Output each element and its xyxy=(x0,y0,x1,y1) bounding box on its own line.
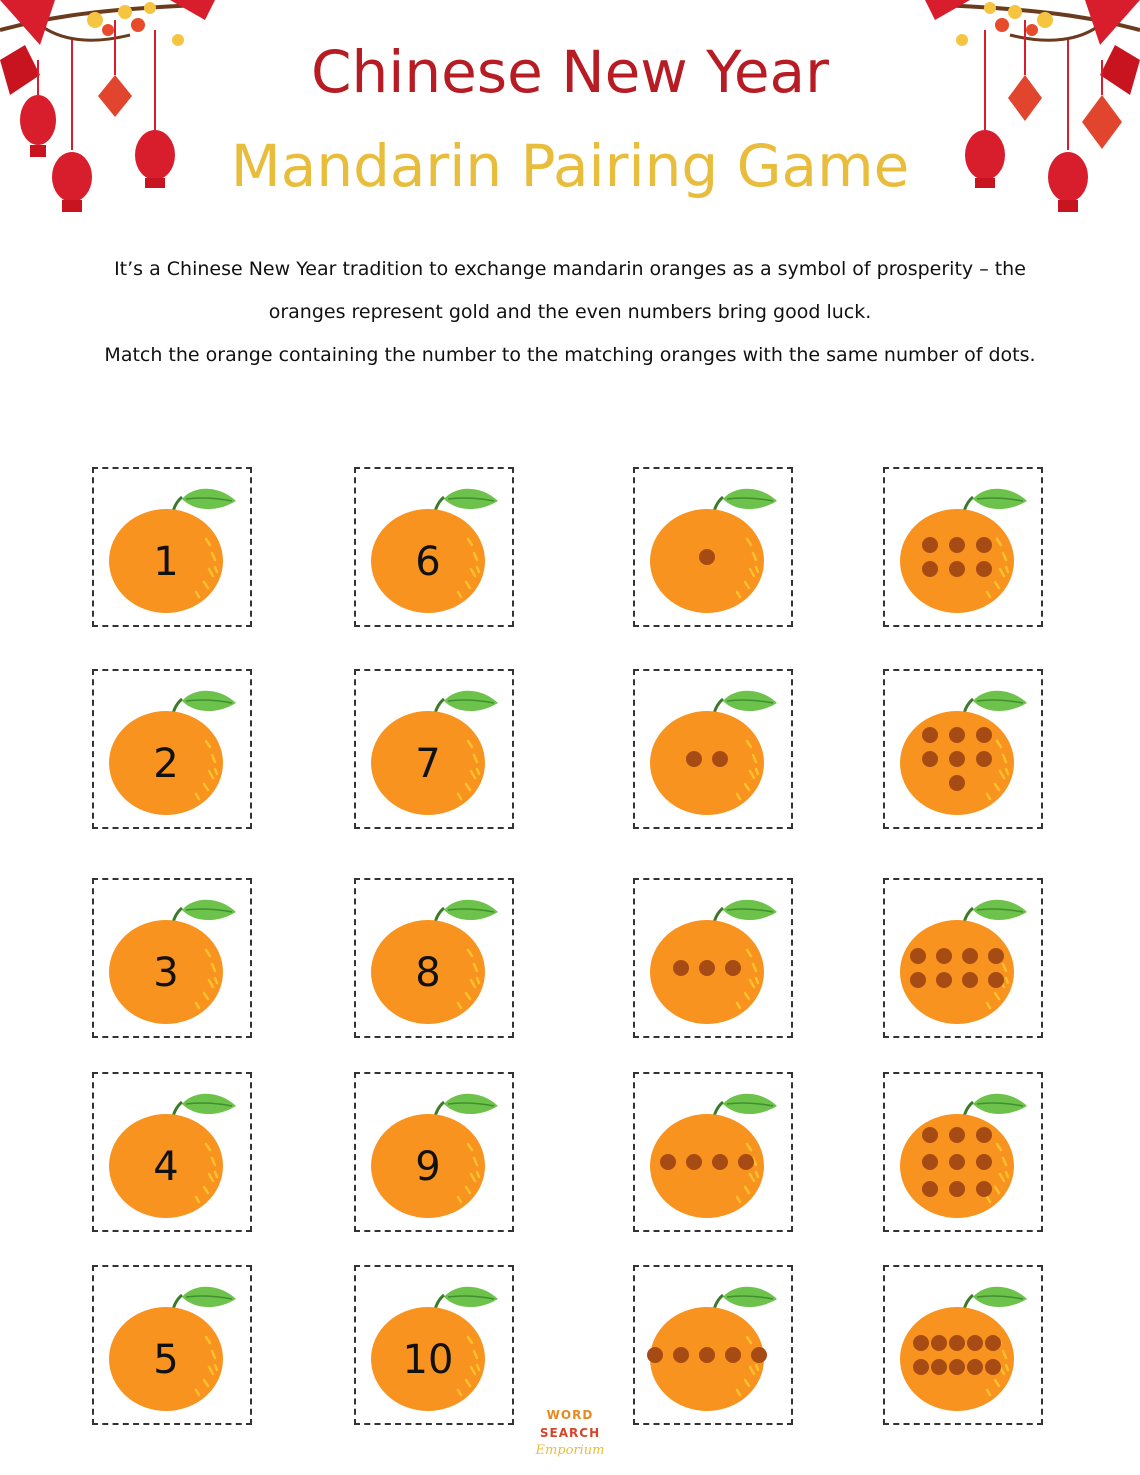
orange-dot xyxy=(922,1181,938,1197)
instructions-line-3: Match the orange containing the number to the matching oranges with the same number of dots. xyxy=(104,344,1036,366)
orange-icon xyxy=(356,880,512,1036)
orange-dot xyxy=(699,549,715,565)
orange-dot xyxy=(949,751,965,767)
orange-dot xyxy=(660,1154,676,1170)
orange-dot xyxy=(699,960,715,976)
orange-dot xyxy=(712,1154,728,1170)
orange-dot xyxy=(673,1347,689,1363)
orange-number: 3 xyxy=(153,950,179,996)
instructions-line-2: oranges represent gold and the even numbers bring good luck. xyxy=(268,301,872,323)
number-orange-card[interactable] xyxy=(92,467,252,627)
orange-dot xyxy=(976,561,992,577)
orange-icon xyxy=(94,469,250,625)
orange-dot xyxy=(976,751,992,767)
orange-dot xyxy=(922,537,938,553)
number-orange-card[interactable] xyxy=(354,1072,514,1232)
orange-number: 6 xyxy=(415,539,441,585)
orange-dot xyxy=(962,972,978,988)
orange-icon xyxy=(635,671,791,827)
orange-icon xyxy=(94,880,250,1036)
page-title: Chinese New Year xyxy=(311,38,829,106)
orange-dot xyxy=(949,1359,965,1375)
orange-icon xyxy=(94,671,250,827)
orange-dot xyxy=(949,727,965,743)
orange-dot xyxy=(976,1181,992,1197)
dot-orange-card[interactable] xyxy=(633,1265,793,1425)
number-orange-card[interactable] xyxy=(354,1265,514,1425)
number-orange-card[interactable] xyxy=(92,669,252,829)
orange-number: 2 xyxy=(153,741,179,787)
orange-dot xyxy=(647,1347,663,1363)
orange-dot xyxy=(725,960,741,976)
number-orange-card[interactable] xyxy=(354,467,514,627)
dot-orange-card[interactable] xyxy=(633,467,793,627)
orange-dot xyxy=(967,1359,983,1375)
logo-word: WORD xyxy=(546,1408,594,1422)
logo-emporium: Emporium xyxy=(535,1443,605,1458)
number-orange-card[interactable] xyxy=(354,669,514,829)
number-orange-card[interactable] xyxy=(92,1072,252,1232)
orange-dot xyxy=(738,1154,754,1170)
orange-dot xyxy=(922,561,938,577)
orange-dot xyxy=(913,1335,929,1351)
orange-icon xyxy=(635,880,791,1036)
orange-dot xyxy=(985,1335,1001,1351)
orange-number: 10 xyxy=(402,1337,454,1383)
dot-orange-card[interactable] xyxy=(633,878,793,1038)
orange-number: 4 xyxy=(153,1144,179,1190)
word-search-emporium-logo xyxy=(520,1406,620,1460)
number-orange-card[interactable] xyxy=(92,1265,252,1425)
orange-icon xyxy=(356,671,512,827)
orange-icon xyxy=(635,1267,791,1423)
orange-dot xyxy=(686,1154,702,1170)
orange-icon xyxy=(94,1267,250,1423)
orange-icon xyxy=(885,880,1041,1036)
dot-orange-card[interactable] xyxy=(883,878,1043,1038)
orange-dot xyxy=(949,775,965,791)
orange-dot xyxy=(936,948,952,964)
orange-icon xyxy=(885,671,1041,827)
orange-dot xyxy=(931,1335,947,1351)
orange-dot xyxy=(976,727,992,743)
logo-search: SEARCH xyxy=(539,1426,601,1440)
dot-orange-card[interactable] xyxy=(883,1265,1043,1425)
orange-dot xyxy=(949,1127,965,1143)
orange-icon xyxy=(635,1074,791,1230)
orange-dot xyxy=(922,1154,938,1170)
orange-dot xyxy=(949,561,965,577)
orange-dot xyxy=(751,1347,767,1363)
dot-orange-card[interactable] xyxy=(633,1072,793,1232)
orange-dot xyxy=(922,751,938,767)
orange-number: 9 xyxy=(415,1144,441,1190)
instructions xyxy=(20,248,1120,377)
orange-dot xyxy=(988,972,1004,988)
orange-icon xyxy=(94,1074,250,1230)
orange-dot xyxy=(976,537,992,553)
orange-number: 5 xyxy=(153,1337,179,1383)
orange-dot xyxy=(962,948,978,964)
orange-dot xyxy=(673,960,689,976)
orange-icon xyxy=(356,1074,512,1230)
orange-number: 7 xyxy=(415,741,441,787)
dot-orange-card[interactable] xyxy=(883,1072,1043,1232)
orange-dot xyxy=(913,1359,929,1375)
orange-dot xyxy=(949,1335,965,1351)
orange-dot xyxy=(967,1335,983,1351)
orange-dot xyxy=(699,1347,715,1363)
orange-dot xyxy=(976,1127,992,1143)
orange-dot xyxy=(910,948,926,964)
orange-icon xyxy=(356,1267,512,1423)
orange-dot xyxy=(949,537,965,553)
orange-dot xyxy=(922,1127,938,1143)
orange-number: 8 xyxy=(415,950,441,996)
orange-dot xyxy=(725,1347,741,1363)
orange-dot xyxy=(985,1359,1001,1375)
orange-dot xyxy=(988,948,1004,964)
orange-icon xyxy=(885,1267,1041,1423)
dot-orange-card[interactable] xyxy=(633,669,793,829)
instructions-line-1: It’s a Chinese New Year tradition to exchange mandarin oranges as a symbol of prosperity – the xyxy=(114,258,1026,280)
orange-dot xyxy=(712,751,728,767)
orange-number: 1 xyxy=(153,539,179,585)
orange-icon xyxy=(885,469,1041,625)
number-orange-card[interactable] xyxy=(92,878,252,1038)
orange-icon xyxy=(635,469,791,625)
orange-dot xyxy=(949,1154,965,1170)
dot-orange-card[interactable] xyxy=(883,669,1043,829)
orange-dot xyxy=(949,1181,965,1197)
orange-dot xyxy=(910,972,926,988)
orange-icon xyxy=(356,469,512,625)
number-orange-card[interactable] xyxy=(354,878,514,1038)
orange-dot xyxy=(922,727,938,743)
orange-dot xyxy=(976,1154,992,1170)
orange-dot xyxy=(931,1359,947,1375)
orange-dot xyxy=(686,751,702,767)
dot-orange-card[interactable] xyxy=(883,467,1043,627)
orange-icon xyxy=(885,1074,1041,1230)
page-subtitle: Mandarin Pairing Game xyxy=(230,132,910,200)
orange-dot xyxy=(936,972,952,988)
